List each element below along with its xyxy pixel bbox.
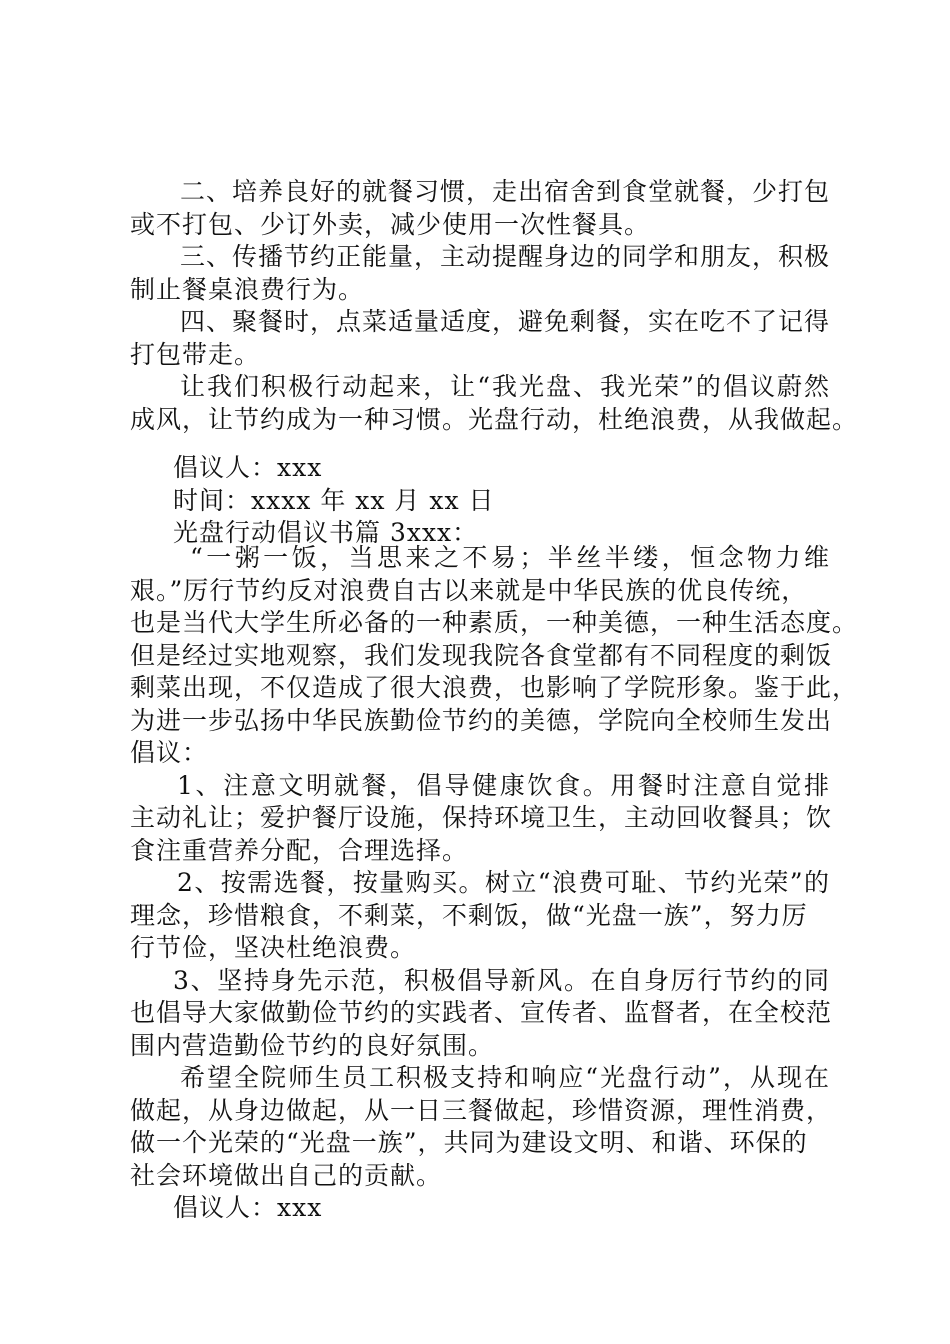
text-line: 做起，从身边做起，从一日三餐做起，珍惜资源，理性消费， xyxy=(130,1095,833,1125)
text-line: 2、按需选餐，按量购买。树立“浪费可耻、节约光荣”的 xyxy=(177,868,830,897)
text-line: 3、坚持身先示范，积极倡导新风。在自身厉行节约的同 xyxy=(173,965,830,995)
text-line: 成风，让节约成为一种习惯。光盘行动，杜绝浪费，从我做起。 xyxy=(130,404,859,434)
text-line: 让我们积极行动起来，让“我光盘、我光荣”的倡议蔚然 xyxy=(180,372,830,401)
text-line: 倡议： xyxy=(130,738,209,767)
text-line: 也倡导大家做勤俭节约的实践者、宣传者、监督者，在全校范 xyxy=(130,998,833,1027)
paragraph-block-2 xyxy=(130,542,859,1225)
text-line: 或不打包、少订外卖，减少使用一次性餐具。 xyxy=(130,209,651,239)
text-line: 艰。”厉行节约反对浪费自古以来就是中华民族的优良传统， xyxy=(130,575,808,605)
text-line: 1、注意文明就餐，倡导健康饮食。用餐时注意自觉排 xyxy=(177,770,830,800)
text-line: 行节俭，坚决杜绝浪费。 xyxy=(130,933,417,962)
text-line: “一粥一饭，当思来之不易；半丝半缕，恒念物力维 xyxy=(190,543,830,572)
text-line: 做一个光荣的“光盘一族”，共同为建设文明、和谐、环保的 xyxy=(130,1128,808,1157)
text-line: 剩菜出现，不仅造成了很大浪费，也影响了学院形象。鉴于此， xyxy=(130,673,859,702)
proposer-line: 倡议人：xxx xyxy=(173,453,323,482)
text-line: 社会环境做出自己的贡献。 xyxy=(130,1160,443,1190)
text-line: 但是经过实地观察，我们发现我院各食堂都有不同程度的剩饭 xyxy=(130,640,833,670)
text-line: 食注重营养分配，合理选择。 xyxy=(130,835,469,865)
paragraph-block-1 xyxy=(130,176,859,436)
text-line: 也是当代大学生所必备的一种素质，一种美德，一种生活态度。 xyxy=(130,608,859,637)
text-line: 制止餐桌浪费行为。 xyxy=(130,274,365,304)
text-line: 理念，珍惜粮食，不剩菜，不剩饭，做“光盘一族”，努力厉 xyxy=(130,900,808,930)
section-title: 光盘行动倡议书篇 3xxx： xyxy=(173,518,479,547)
text-line: 四、聚餐时，点菜适量适度，避免剩餐，实在吃不了记得 xyxy=(180,307,830,336)
signature-block-1 xyxy=(130,452,830,550)
text-line: 围内营造勤俭节约的良好氛围。 xyxy=(130,1030,495,1060)
text-line: 希望全院师生员工积极支持和响应“光盘行动”，从现在 xyxy=(180,1063,830,1092)
text-line: 二、培养良好的就餐习惯，走出宿舍到食堂就餐，少打包 xyxy=(180,177,830,206)
proposer-line: 倡议人：xxx xyxy=(173,1193,323,1222)
text-line: 打包带走。 xyxy=(130,339,261,369)
text-line: 为进一步弘扬中华民族勤俭节约的美德，学院向全校师生发出 xyxy=(130,705,833,735)
text-line: 主动礼让；爱护餐厅设施，保持环境卫生，主动回收餐具；饮 xyxy=(130,803,833,832)
date-line: 时间：xxxx 年 xx 月 xx 日 xyxy=(173,485,495,515)
text-line: 三、传播节约正能量，主动提醒身边的同学和朋友，积极 xyxy=(180,242,830,271)
